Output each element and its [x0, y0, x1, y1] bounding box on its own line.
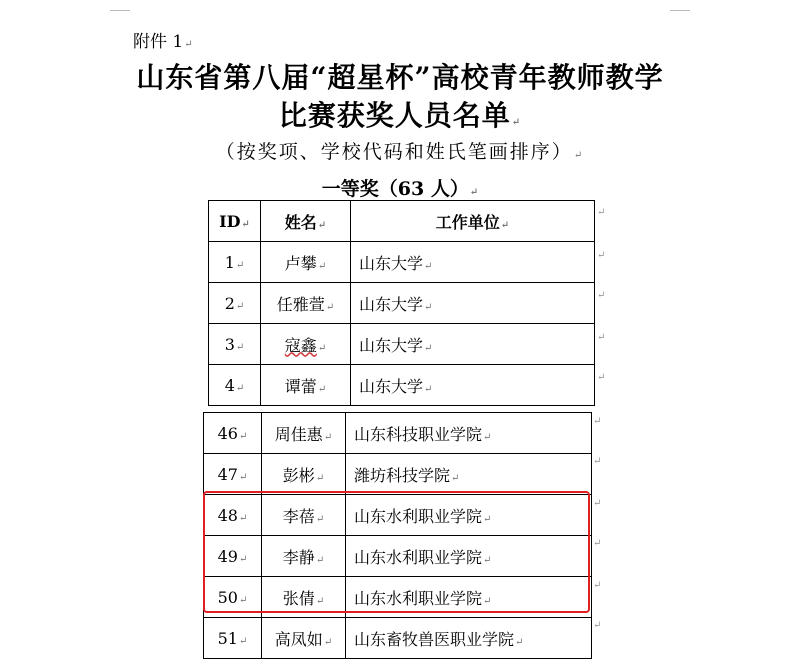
cell-name: 周佳惠↵ [262, 413, 346, 454]
header-unit: 工作单位↵ [351, 201, 595, 242]
cell-name: 卢攀↵ [261, 242, 351, 283]
row-end-mark: ↵ [593, 620, 602, 631]
crop-mark-top-right [670, 2, 690, 11]
cell-unit: 山东水利职业学院↵ [346, 536, 592, 577]
cell-name: 寇鑫↵ [261, 324, 351, 365]
row-end-mark: ↵ [593, 580, 602, 591]
cell-unit: 山东科技职业学院↵ [346, 413, 592, 454]
cell-unit: 山东畜牧兽医职业学院↵ [346, 618, 592, 659]
cell-id: 46↵ [204, 413, 262, 454]
cell-id: 2↵ [209, 283, 261, 324]
cell-name: 谭蕾↵ [261, 365, 351, 406]
cell-id: 1↵ [209, 242, 261, 283]
cell-id: 51↵ [204, 618, 262, 659]
cell-name: 张倩↵ [262, 577, 346, 618]
cell-name: 高凤如↵ [262, 618, 346, 659]
row-end-mark: ↵ [597, 372, 606, 383]
cell-unit: 山东大学↵ [351, 365, 595, 406]
row-end-mark: ↵ [593, 456, 602, 467]
header-name: 姓名↵ [261, 201, 351, 242]
row-end-mark: ↵ [597, 290, 606, 301]
table-row [204, 618, 592, 659]
table-row [204, 413, 592, 454]
row-end-mark: ↵ [597, 250, 606, 261]
document-title-line-2: 比赛获奖人员名单↵ [278, 99, 522, 132]
cell-id: 48↵ [204, 495, 262, 536]
cell-id: 3↵ [209, 324, 261, 365]
row-end-mark: ↵ [593, 498, 602, 509]
cell-id: 50↵ [204, 577, 262, 618]
table-header-row [209, 201, 595, 242]
spellcheck-underline: 寇鑫 [284, 335, 317, 355]
row-end-mark: ↵ [597, 207, 606, 218]
cell-unit: 山东大学↵ [351, 324, 595, 365]
row-end-mark: ↵ [593, 538, 602, 549]
cell-unit: 山东大学↵ [351, 283, 595, 324]
table-row [209, 283, 595, 324]
attachment-label: 附件 1↵ [133, 32, 193, 52]
cell-unit: 山东水利职业学院↵ [346, 577, 592, 618]
table-row [209, 242, 595, 283]
cell-id: 49↵ [204, 536, 262, 577]
winners-table-top [208, 200, 595, 406]
cell-unit: 山东水利职业学院↵ [346, 495, 592, 536]
cell-unit: 潍坊科技学院↵ [346, 454, 592, 495]
header-id: ID↵ [209, 201, 261, 242]
crop-mark-top-left [110, 2, 130, 11]
document-title-line-1: 山东省第八届“超星杯”高校青年教师教学 [136, 61, 664, 94]
award-section-heading: 一等奖（63 人）↵ [321, 178, 479, 200]
cell-name: 李静↵ [262, 536, 346, 577]
row-end-mark: ↵ [597, 332, 606, 343]
cell-unit: 山东大学↵ [351, 242, 595, 283]
table-row [204, 454, 592, 495]
highlight-box [203, 491, 590, 613]
table-row [209, 324, 595, 365]
cell-name: 李蓓↵ [262, 495, 346, 536]
cell-id: 47↵ [204, 454, 262, 495]
cell-name: 彭彬↵ [262, 454, 346, 495]
sort-note: （按奖项、学校代码和姓氏笔画排序）↵ [215, 141, 585, 163]
cell-id: 4↵ [209, 365, 261, 406]
row-end-mark: ↵ [593, 416, 602, 427]
table-row [209, 365, 595, 406]
cell-name: 任雅萱↵ [261, 283, 351, 324]
